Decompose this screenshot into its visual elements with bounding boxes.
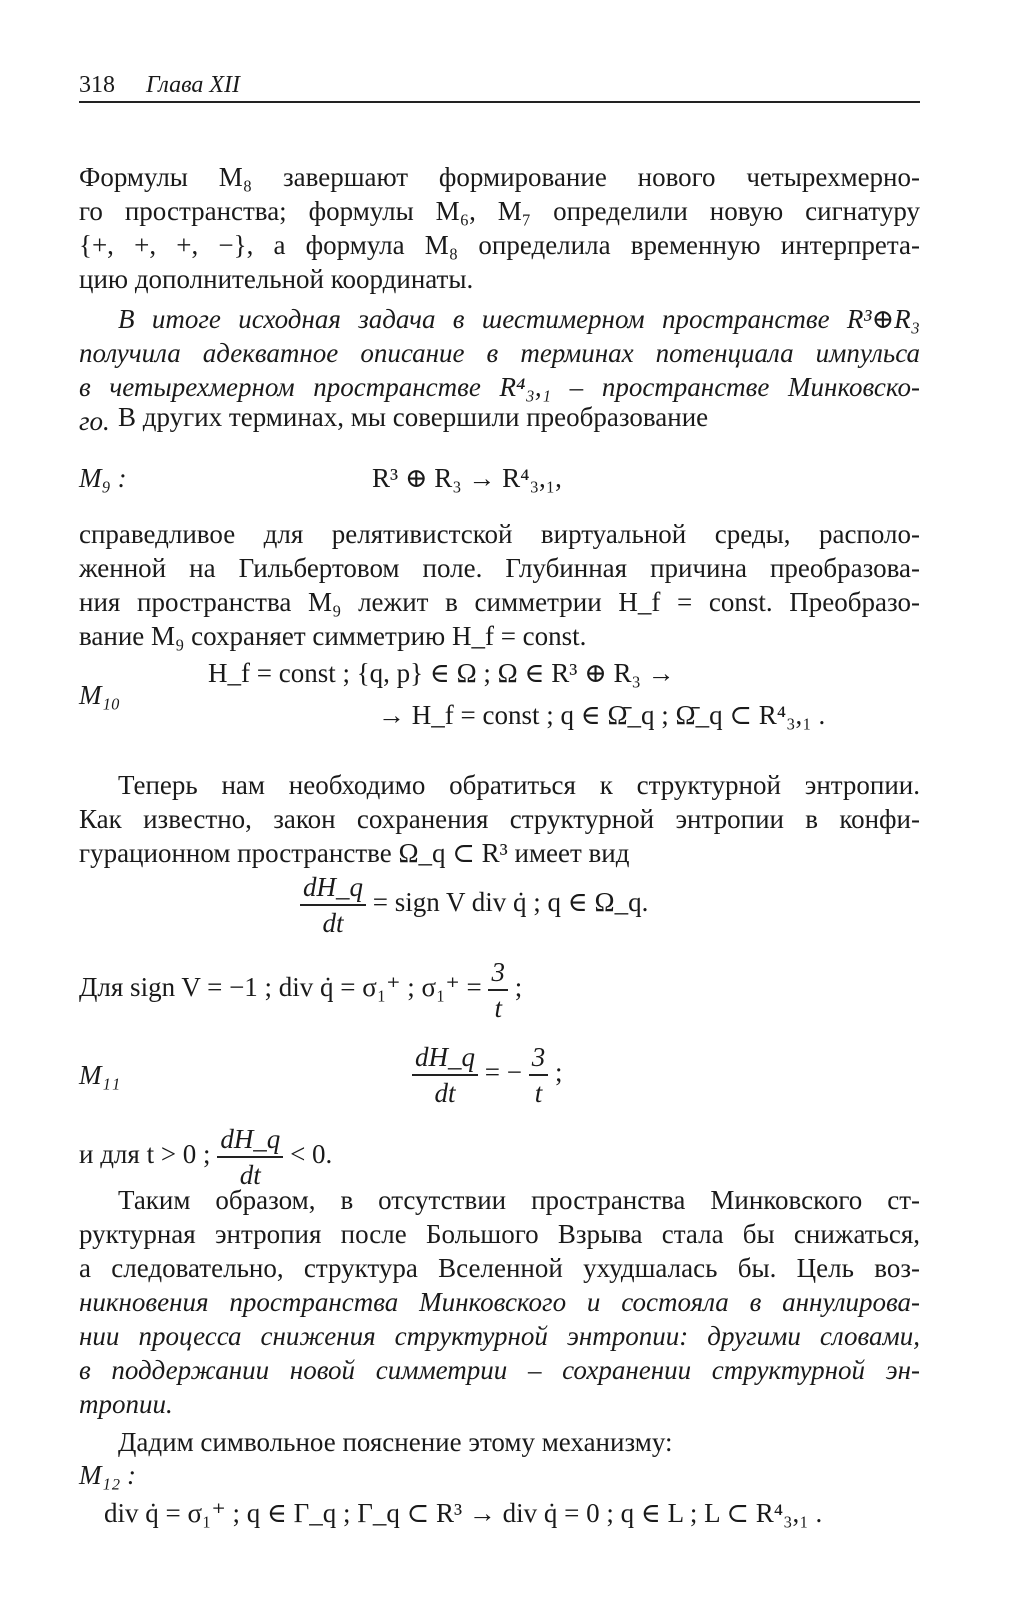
para4-line: вание M₉ сохраняет симметрию H_f = const. xyxy=(79,621,587,651)
eq-m10-line2: → H_f = const ; q ∈ Ω̄_q ; Ω̄_q ⊂ R⁴₃,₁ . xyxy=(378,700,826,730)
para6-line: никновения пространства Минковского и состояла в аннулирова- xyxy=(79,1287,920,1317)
eq-entropy xyxy=(300,870,648,940)
para3-text: В других терминах, мы совершили преобразование xyxy=(118,402,709,432)
eq-t-den: dt xyxy=(239,1160,261,1190)
para2-line: получила адекватное описание в терминах потенциала импульса xyxy=(79,338,920,368)
header-rule xyxy=(79,101,920,103)
eq-m11-suffix: ; xyxy=(554,1057,563,1088)
para4-line: женной на Гильбертовом поле. Глубинная причина преобразова- xyxy=(79,553,920,583)
eq-m11-fraction1 xyxy=(412,1040,478,1110)
eq-m11-fraction2 xyxy=(529,1040,549,1110)
eq-m11-den2: t xyxy=(534,1078,543,1108)
para5-line: Теперь нам необходимо обратиться к структурной энтропии. xyxy=(118,770,920,800)
para1-line: цию дополнительной координаты. xyxy=(79,264,474,294)
eq-m11-mid: = − xyxy=(484,1057,522,1088)
eq-t-prefix: и для t > 0 ; xyxy=(79,1139,211,1170)
eq-t xyxy=(79,1122,332,1192)
para1-line: Формулы M₈ завершают формирование нового четырехмерно- xyxy=(79,162,920,192)
para2-line: В итоге исходная задача в шестимерном пространстве R³⊕R₃ xyxy=(118,304,920,334)
para6-line: руктурная энтропия после Большого Взрыва стала бы снижаться, xyxy=(79,1219,920,1249)
eq-entropy-fraction xyxy=(300,870,366,940)
eq-sign-fraction xyxy=(488,955,508,1025)
eq-m11-label: M₁₁ xyxy=(79,1060,121,1090)
para2-line: го. xyxy=(79,406,110,436)
eq-m11-den: dt xyxy=(434,1078,456,1108)
eq-m10-label: M₁₀ xyxy=(79,680,121,710)
para4-line: справедливое для релятивистской виртуальной среды, располо- xyxy=(79,519,920,549)
eq-m12-expr: div q̇ = σ₁⁺ ; q ∈ Γ_q ; Γ_q ⊂ R³ → div q̇ = 0 ; q ∈ L ; L ⊂ R⁴₃,₁ . xyxy=(104,1498,823,1528)
page-number: 318 xyxy=(79,72,115,98)
eq-t-num: dH_q xyxy=(217,1122,283,1158)
eq-sign-num: 3 xyxy=(488,955,508,991)
para6-line: нии процесса снижения структурной энтропии: другими словами, xyxy=(79,1321,920,1351)
eq-m10-line1: H_f = const ; {q, p} ∈ Ω ; Ω ∈ R³ ⊕ R₃ → xyxy=(208,658,675,688)
para6-line: в поддержании новой симметрии – сохранении структурной эн- xyxy=(79,1355,920,1385)
eq-sign-suffix: ; xyxy=(514,972,523,1003)
eq-sign-prefix: Для sign V = −1 ; div q̇ = σ₁⁺ ; σ₁⁺ = xyxy=(79,972,482,1003)
eq-t-fraction xyxy=(217,1122,283,1192)
para1-line: {+, +, +, −}, а формула M₈ определила временную интерпрета- xyxy=(79,230,920,260)
para6-line: тропии. xyxy=(79,1389,173,1419)
para4-line: ния пространства M₉ лежит в симметрии H_f = const. Преобразо- xyxy=(79,587,920,617)
para2-line: в четырехмерном пространстве R⁴₃,₁ – пространстве Минковско- xyxy=(79,372,920,402)
eq-m9-expr: R³ ⊕ R₃ → R⁴₃,₁, xyxy=(372,463,562,493)
para1-line: го пространства; формулы M₆, M₇ определили новую сигнатуру xyxy=(79,196,920,226)
eq-entropy-den: dt xyxy=(322,908,344,938)
eq-m12-label: M₁₂ : xyxy=(79,1460,137,1490)
eq-m11 xyxy=(412,1040,562,1110)
para5-line: Как известно, закон сохранения структурной энтропии в конфи- xyxy=(79,804,920,834)
eq-m11-num: dH_q xyxy=(412,1040,478,1076)
eq-m9-label: M₉ : xyxy=(79,463,127,493)
para6-line: а следовательно, структура Вселенной ухудшалась бы. Цель воз- xyxy=(79,1253,920,1283)
eq-sign-den: t xyxy=(494,993,502,1023)
eq-sign xyxy=(79,955,522,1025)
eq-m11-num2: 3 xyxy=(529,1040,549,1076)
para7: Дадим символьное пояснение этому механизму: xyxy=(118,1427,673,1457)
para5-line: гурационном пространстве Ω_q ⊂ R³ имеет вид xyxy=(79,838,630,868)
chapter-title: Глава XII xyxy=(146,72,241,98)
eq-t-suffix: < 0. xyxy=(290,1139,333,1170)
para6-line: Таким образом, в отсутствии пространства Минковского ст- xyxy=(118,1185,920,1215)
eq-entropy-rhs: = sign V div q̇ ; q ∈ Ω_q. xyxy=(372,887,649,918)
eq-entropy-num: dH_q xyxy=(300,870,366,906)
